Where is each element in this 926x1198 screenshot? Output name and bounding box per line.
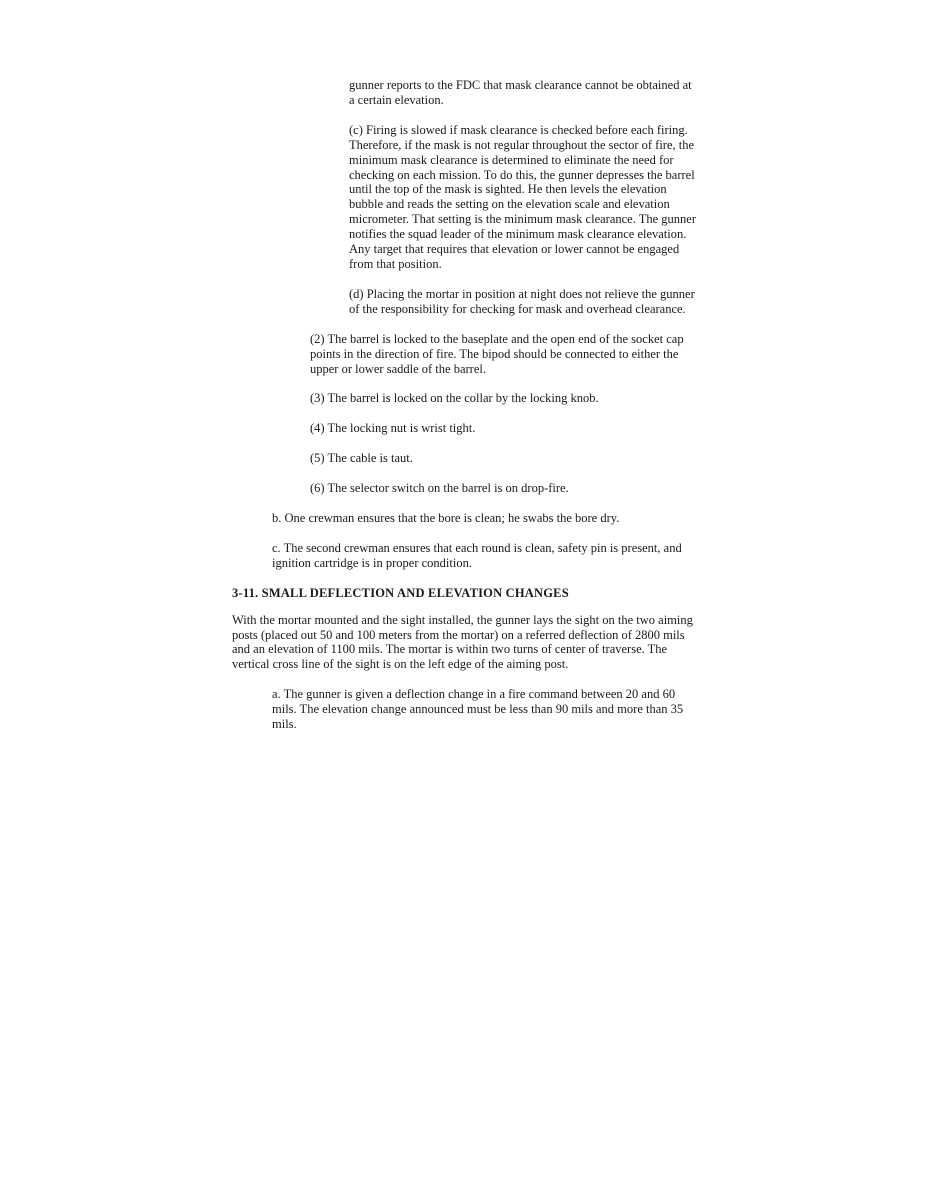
paragraph: c. The second crewman ensures that each round is clean, safety pin is present, and ignition cartridge is in proper condition. [272, 540, 685, 570]
paragraph: gunner reports to the FDC that mask clearance cannot be obtained at a certain elevation. [349, 78, 695, 107]
paragraph: (4) The locking nut is wrist tight. [310, 421, 476, 436]
paragraph: With the mortar mounted and the sight installed, the gunner lays the sight on the two aiming posts (placed out 50 and 100 meters from the mortar) on a referred deflection of 2800 mils and an elevation of 1100 mils. The mortar is within two turns of center of traverse. The vertical cross line of the sight is on the left edge of the aiming post. [232, 612, 696, 672]
paragraph: (2) The barrel is locked to the baseplate and the open end of the socket cap points in the direction of fire. The bipod should be connected to either the upper or lower saddle of the barrel. [310, 331, 687, 376]
paragraph: (6) The selector switch on the barrel is on drop-fire. [310, 481, 569, 496]
document-body [232, 78, 699, 747]
paragraph: (d) Placing the mortar in position at night does not relieve the gunner of the responsibility for checking for mask and overhead clearance. [349, 286, 698, 316]
paragraph: b. One crewman ensures that the bore is clean; he swabs the bore dry. [272, 511, 620, 526]
paragraph: (c) Firing is slowed if mask clearance is checked before each firing. Therefore, if the mask is not regular throughout the sector of fire, the minimum mask clearance is determined to eliminate the need for checking on each mission. To do this, the gunner depresses the barrel until the top of the mask is sighted. He then levels the elevation bubble and reads the setting on the elevation scale and elevation micrometer. That setting is the minimum mask clearance. The gunner notifies the squad leader of the minimum mask clearance elevation. Any target that requires that elevation or lower cannot be engaged from that position. [349, 122, 700, 271]
paragraph: (5) The cable is taut. [310, 451, 413, 466]
paragraph: a. The gunner is given a deflection change in a fire command between 20 and 60 mils. The elevation change announced must be less than 90 mils and more than 35 mils. [272, 687, 687, 732]
section-heading: 3-11. SMALL DEFLECTION AND ELEVATION CHANGES [232, 585, 569, 600]
paragraph: (3) The barrel is locked on the collar by the locking knob. [310, 391, 599, 406]
